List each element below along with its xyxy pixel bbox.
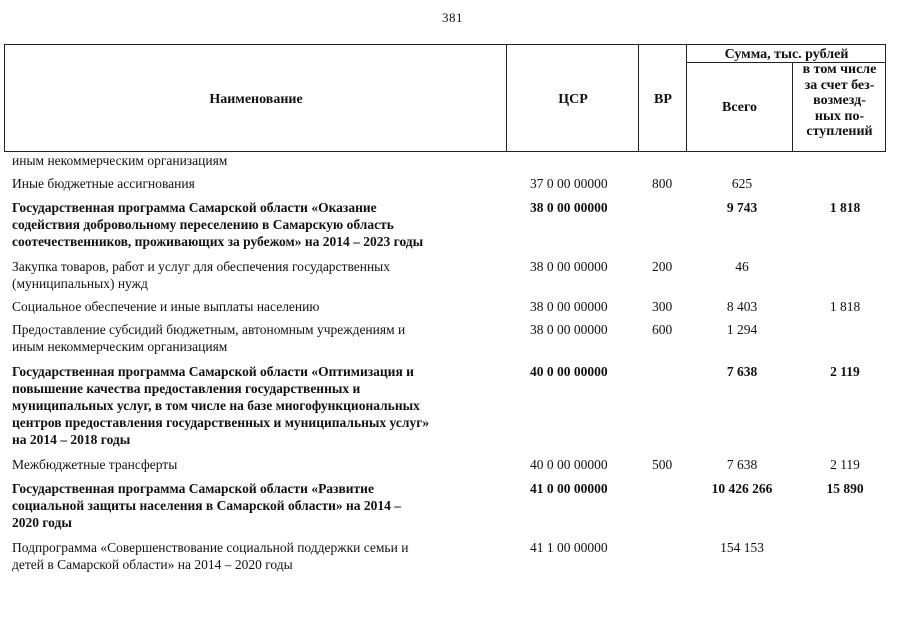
row-total: 7 638	[726, 457, 758, 472]
row-csr: 41 0 00 00000	[530, 481, 608, 496]
row-total: 9 743	[726, 200, 758, 215]
row-name	[12, 456, 512, 473]
row-name-line: центров предоставления государственных и муниципальных услуг»	[12, 415, 430, 430]
header-gratis-line: ступлений	[806, 124, 873, 139]
row-csr: 38 0 00 00000	[530, 322, 608, 337]
row-name-line: детей в Самарской области» на 2014 – 2020 годы	[12, 557, 293, 572]
header-sum: Сумма, тыс. рублей	[724, 47, 849, 62]
row-name	[12, 175, 512, 192]
row-name-line: 2020 годы	[12, 515, 72, 530]
header-gratis-line: в том числе	[802, 62, 877, 77]
row-name-line: Социальное обеспечение и иные выплаты населению	[12, 299, 320, 314]
row-name-line: социальной защиты населения в Самарской области» на 2014 –	[12, 498, 402, 513]
row-vr: 600	[652, 322, 673, 337]
row-total: 8 403	[726, 299, 758, 314]
row-total: 625	[731, 176, 753, 191]
row-csr: 41 1 00 00000	[530, 540, 608, 555]
row-name-line: Государственная программа Самарской области «Оказание	[12, 200, 377, 215]
row-gratis: 15 890	[826, 481, 864, 496]
row-name-line: иным некоммерческим организациям	[12, 153, 228, 168]
row-name	[12, 258, 512, 292]
row-name-line: повышение качества предоставления государственных и	[12, 381, 361, 396]
row-name-line: Межбюджетные трансферты	[12, 457, 178, 472]
row-name-line: Подпрограмма «Совершенствование социальной поддержки семьи и	[12, 540, 409, 555]
header-gratis-line: возмезд-	[813, 93, 866, 108]
row-name-line: иным некоммерческим организациям	[12, 339, 228, 354]
row-total: 7 638	[726, 364, 758, 379]
table-header	[4, 44, 886, 152]
row-name-line: муниципальных услуг, в том числе на базе многофункциональных	[12, 398, 420, 413]
header-total: Всего	[722, 100, 757, 115]
header-gratis-line: за счет без-	[804, 77, 875, 93]
header-gratis	[793, 62, 886, 140]
row-name	[12, 363, 512, 448]
row-name-line: на 2014 – 2018 годы	[12, 432, 131, 447]
row-csr: 38 0 00 00000	[530, 200, 608, 215]
row-name-line: содействия добровольному переселению в Самарскую область	[12, 217, 394, 232]
row-vr: 500	[652, 457, 673, 472]
row-csr: 37 0 00 00000	[530, 176, 608, 191]
header-vr: ВР	[654, 92, 672, 107]
page-number: 381	[442, 10, 463, 25]
row-csr: 38 0 00 00000	[530, 299, 608, 314]
row-name-line: Государственная программа Самарской области «Развитие	[12, 481, 374, 496]
header-csr: ЦСР	[558, 92, 588, 107]
row-name	[12, 539, 512, 573]
row-total: 1 294	[726, 322, 758, 337]
row-total: 154 153	[720, 540, 764, 555]
row-vr: 300	[652, 299, 673, 314]
row-gratis: 2 119	[830, 457, 860, 472]
row-name-line: Закупка товаров, работ и услуг для обеспечения государственных	[12, 259, 391, 274]
row-gratis: 1 818	[829, 200, 861, 215]
row-csr: 38 0 00 00000	[530, 259, 608, 274]
row-gratis: 2 119	[830, 364, 860, 379]
header-name: Наименование	[209, 92, 303, 107]
row-vr: 800	[652, 176, 673, 191]
row-name-line: (муниципальных) нужд	[12, 276, 148, 291]
row-csr: 40 0 00 00000	[530, 457, 608, 472]
row-total: 10 426 266	[711, 481, 773, 496]
row-total: 46	[735, 259, 749, 274]
row-name	[12, 298, 512, 315]
row-name	[12, 480, 512, 531]
row-vr: 200	[652, 259, 673, 274]
row-name-line: соотечественников, проживающих за рубежом» на 2014 – 2023 годы	[12, 234, 424, 249]
row-name	[12, 152, 512, 169]
row-name-line: Иные бюджетные ассигнования	[12, 176, 195, 191]
row-name-line: Государственная программа Самарской области «Оптимизация и	[12, 364, 414, 379]
row-name	[12, 321, 512, 355]
row-gratis: 1 818	[829, 299, 861, 314]
row-name	[12, 199, 512, 250]
row-csr: 40 0 00 00000	[530, 364, 608, 379]
row-name-line: Предоставление субсидий бюджетным, автономным учреждениям и	[12, 322, 406, 337]
header-gratis-line: ных по-	[814, 108, 865, 124]
